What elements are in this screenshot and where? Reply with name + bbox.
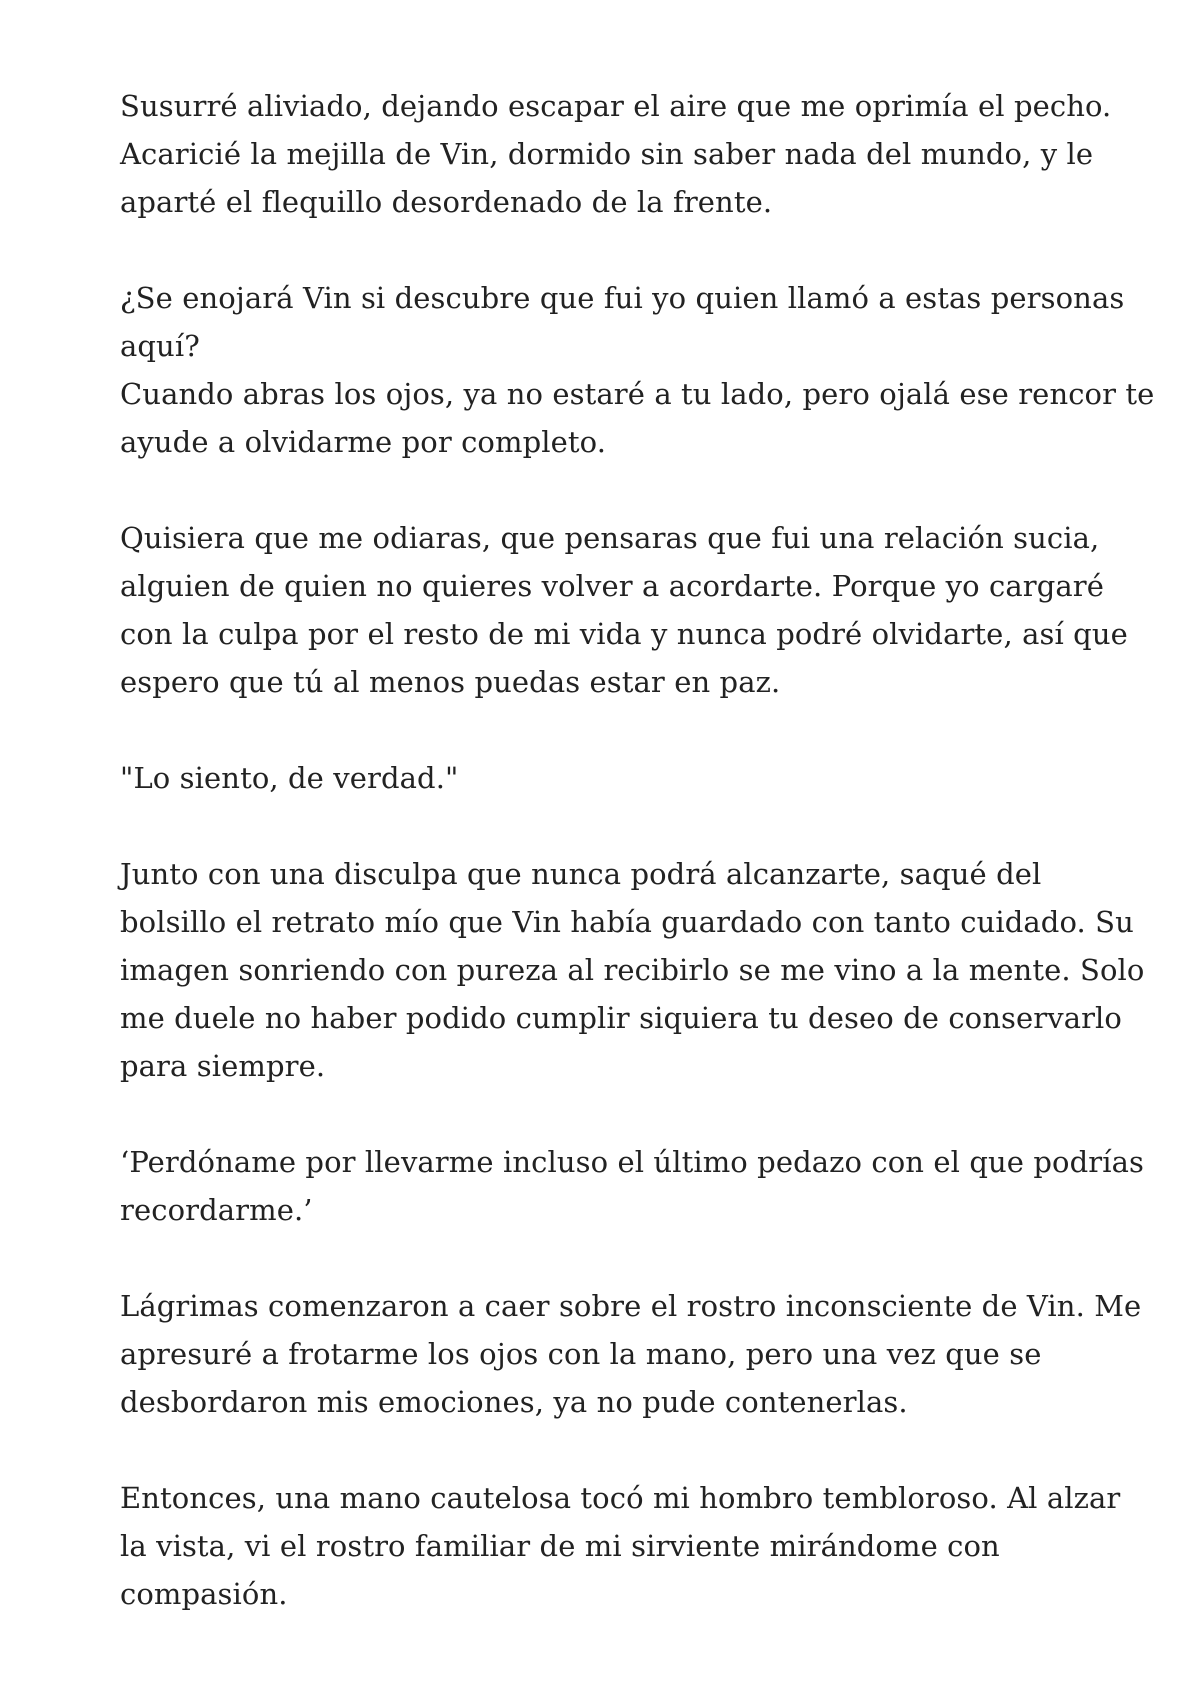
text-line: imagen sonriendo con pureza al recibirlo se me vino a la mente. Solo: [120, 953, 1145, 987]
paragraph-servant: [120, 1474, 1121, 1618]
text-line: aparté el flequillo desordenado de la frente.: [120, 185, 773, 219]
text-line: ‘Perdóname por llevarme incluso el último pedazo con el que podrías: [120, 1145, 1144, 1179]
text-line: Cuando abras los ojos, ya no estaré a tu lado, pero ojalá ese rencor te: [120, 377, 1155, 411]
text-line: Junto con una disculpa que nunca podrá alcanzarte, saqué del: [120, 857, 1042, 891]
text-line: Susurré aliviado, dejando escapar el aire que me oprimía el pecho.: [120, 89, 1112, 123]
text-line: aquí?: [120, 329, 200, 363]
text-line: me duele no haber podido cumplir siquiera tu deseo de conservarlo: [120, 1001, 1122, 1035]
text-line: con la culpa por el resto de mi vida y nunca podré olvidarte, así que: [120, 617, 1128, 651]
text-line: alguien de quien no quieres volver a acordarte. Porque yo cargaré: [120, 569, 1105, 603]
text-line: compasión.: [120, 1577, 288, 1611]
text-line: desbordaron mis emociones, ya no pude contenerlas.: [120, 1385, 908, 1419]
paragraph-question: [120, 274, 1125, 370]
text-line: ¿Se enojará Vin si descubre que fui yo quien llamó a estas personas: [120, 281, 1125, 315]
paragraph-portrait: [120, 850, 1145, 1090]
paragraph-when-you-open: [120, 370, 1155, 466]
text-line: Quisiera que me odiaras, que pensaras que fui una relación sucia,: [120, 521, 1100, 555]
text-line: bolsillo el retrato mío que Vin había guardado con tanto cuidado. Su: [120, 905, 1134, 939]
text-line: Entonces, una mano cautelosa tocó mi hombro tembloroso. Al alzar: [120, 1481, 1121, 1515]
paragraph-hate-me: [120, 514, 1128, 706]
paragraph-tears: [120, 1282, 1142, 1426]
paragraph-dialogue: [120, 754, 1090, 802]
text-line: la vista, vi el rostro familiar de mi sirviente mirándome con: [120, 1529, 1000, 1563]
text-line: espero que tú al menos puedas estar en paz.: [120, 665, 781, 699]
paragraph-relief: [120, 82, 1112, 226]
text-line: Acaricié la mejilla de Vin, dormido sin saber nada del mundo, y le: [120, 137, 1094, 171]
text-line: para siempre.: [120, 1049, 326, 1083]
text-line: recordarme.’: [120, 1193, 313, 1227]
text-line: Lágrimas comenzaron a caer sobre el rostro inconsciente de Vin. Me: [120, 1289, 1142, 1323]
text-line: "Lo siento, de verdad.": [120, 761, 459, 795]
paragraph-forgive-me: [120, 1138, 1144, 1234]
text-line: apresuré a frotarme los ojos con la mano, pero una vez que se: [120, 1337, 1042, 1371]
text-line: ayude a olvidarme por completo.: [120, 425, 607, 459]
